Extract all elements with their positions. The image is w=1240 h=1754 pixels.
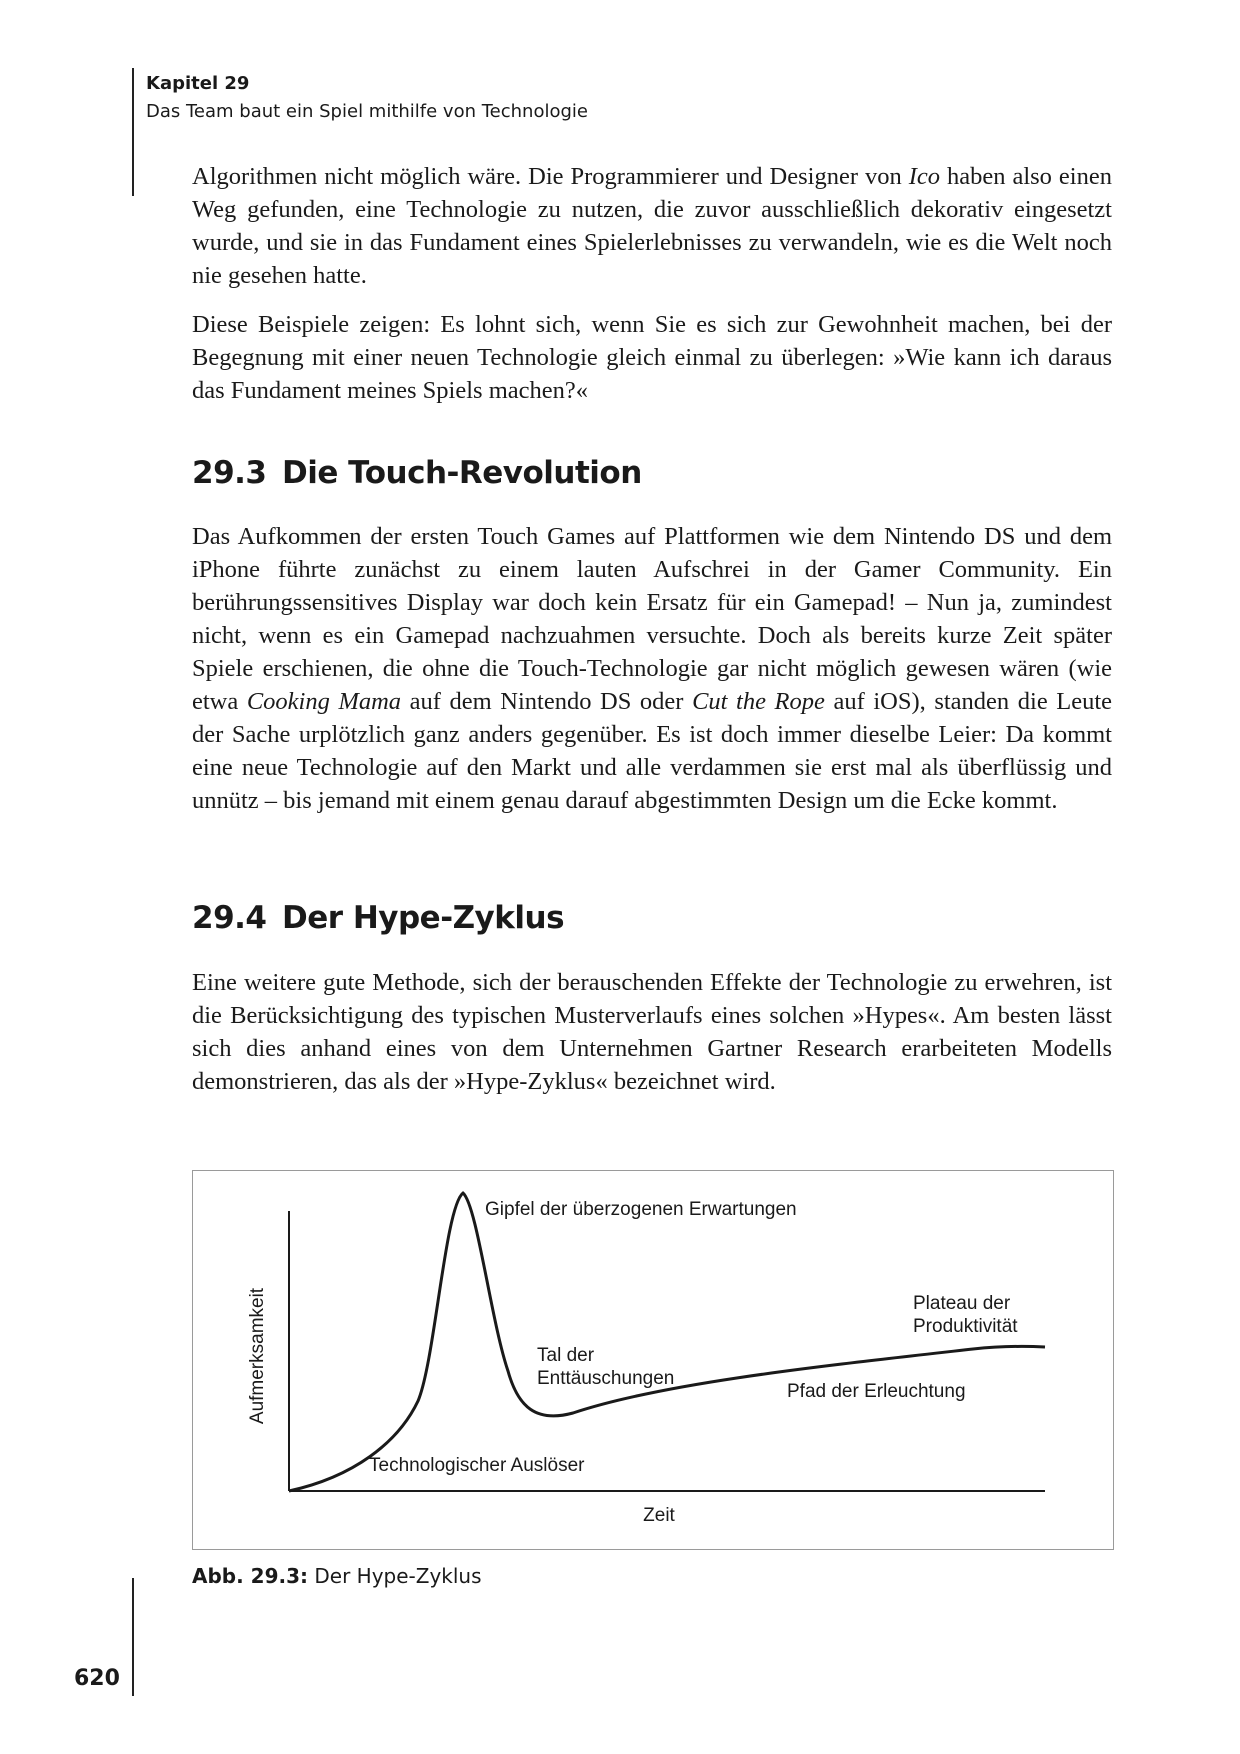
italic-title: Ico bbox=[908, 163, 940, 190]
y-axis-label: Aufmerksamkeit bbox=[247, 1287, 268, 1425]
section-number: 29.3 bbox=[192, 455, 267, 491]
running-header bbox=[146, 70, 588, 126]
caption-label: Abb. 29.3: bbox=[192, 1564, 309, 1588]
label-trigger: Technologischer Auslöser bbox=[369, 1455, 585, 1476]
label-peak: Gipfel der überzogenen Erwartungen bbox=[485, 1199, 797, 1220]
chapter-label: Kapitel 29 bbox=[146, 73, 250, 94]
label-plateau-line2: Produktivität bbox=[913, 1316, 1018, 1337]
hype-cycle-figure bbox=[192, 1170, 1114, 1550]
figure-caption bbox=[192, 1564, 482, 1588]
label-plateau-line1: Plateau der bbox=[913, 1293, 1011, 1314]
chapter-subtitle: Das Team baut ein Spiel mithilfe von Technologie bbox=[146, 101, 588, 122]
hype-cycle-diagram bbox=[193, 1171, 1113, 1549]
paragraph-intro bbox=[192, 160, 1112, 292]
hype-curve bbox=[289, 1193, 1045, 1491]
text-run: Algorithmen nicht möglich wäre. Die Programmierer und Designer von bbox=[192, 163, 909, 190]
section-title: Der Hype-Zyklus bbox=[282, 900, 565, 936]
paragraph-examples: Diese Beispiele zeigen: Es lohnt sich, wenn Sie es sich zur Gewohnheit machen, bei der Begegnung mit einer neuen Technologie gleich einmal zu überlegen: »Wie kann ich daraus das Fundament meines Spiels machen?« bbox=[192, 311, 1112, 404]
section-title: Die Touch-Revolution bbox=[282, 455, 642, 491]
paragraph-touch bbox=[192, 520, 1112, 817]
x-axis-label: Zeit bbox=[643, 1505, 675, 1526]
label-trough-line2: Enttäuschungen bbox=[537, 1368, 675, 1389]
text-run: Das Aufkommen der ersten Touch Games auf Plattformen wie dem Nintendo DS und dem iPhone führte zunächst zu einem lauten Aufschrei in der Gamer Community. Ein berührungssensitives Display war doch kein Ersatz für ein Gamepad! – Nun ja, zumindest nicht, wenn es ein Gamepad nachzuahmen versuchte. Doch als bereits kurze Zeit später Spiele erschienen, die ohne die Touch-Technologie gar nicht möglich gewesen wären (wie etwa bbox=[192, 523, 1112, 715]
section-heading-touch bbox=[192, 455, 642, 491]
label-slope: Pfad der Erleuchtung bbox=[787, 1381, 966, 1402]
italic-title: Cut the Rope bbox=[692, 688, 825, 715]
section-number: 29.4 bbox=[192, 900, 267, 936]
text-run: haben also einen Weg gefunden, eine Technologie zu nutzen, die zuvor ausschließlich dekorativ eingesetzt wurde, und sie in das Fundament eines Spielerlebnisses zu verwandeln, wie es die Welt noch nie gesehen hatte. bbox=[192, 163, 1112, 289]
footer-rule bbox=[132, 1578, 134, 1696]
label-trough-line1: Tal der bbox=[537, 1345, 595, 1366]
header-rule bbox=[132, 68, 134, 196]
text-run: auf iOS), standen die Leute der Sache urplötzlich ganz anders gegenüber. Es ist doch immer dieselbe Leier: Da kommt eine neue Technologie auf den Markt und alle verdammen sie erst mal als überflüssig und unnütz – bis jemand mit einem genau darauf abgestimmten Design um die Ecke kommt. bbox=[192, 688, 1113, 814]
caption-text: Der Hype-Zyklus bbox=[308, 1564, 482, 1588]
paragraph-hype: Eine weitere gute Methode, sich der berauschenden Effekte der Technologie zu erwehren, ist die Berücksichtigung des typischen Musterverlaufs eines solchen »Hypes«. Am besten lässt sich dies anhand eines von dem Unternehmen Gartner Research erarbeiteten Modells demonstrieren, das als der »Hype-Zyklus« bezeichnet wird. bbox=[192, 969, 1112, 1095]
page-number: 620 bbox=[74, 1666, 120, 1691]
section-heading-hype bbox=[192, 900, 564, 936]
text-run: auf dem Nintendo DS oder bbox=[401, 688, 693, 715]
italic-title: Cooking Mama bbox=[246, 688, 402, 715]
